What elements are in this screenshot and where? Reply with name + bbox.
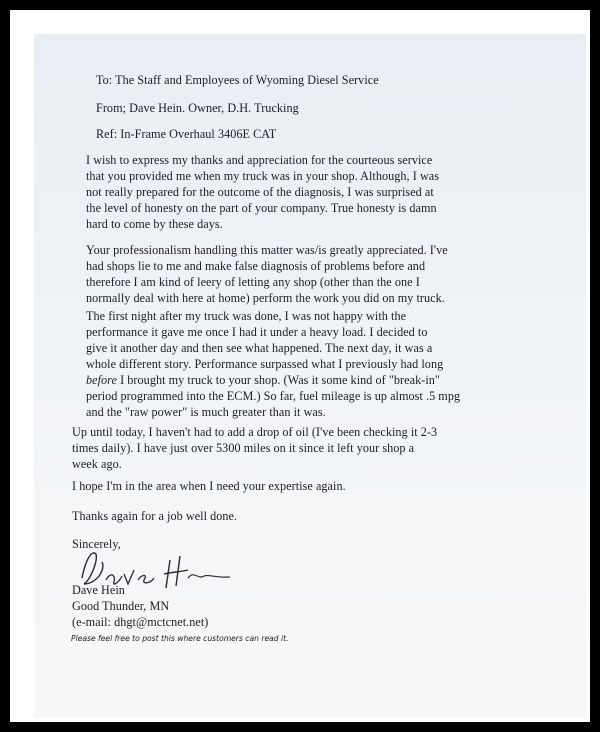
paragraph-3-line: and the "raw power" is much greater than it was. <box>86 405 326 419</box>
signer-email: (e-mail: dhgt@mctcnet.net) <box>72 615 209 629</box>
letter-paper <box>34 34 586 718</box>
letter-to: To: The Staff and Employees of Wyoming Diesel Service <box>96 73 379 87</box>
paragraph-3-line: give it another day and then see what happened. The next day, it was a <box>86 341 433 355</box>
paragraph-3-line: The first night after my truck was done, I was not happy with the <box>86 309 407 323</box>
paragraph-6: Thanks again for a job well done. <box>72 509 238 523</box>
paragraph-4-line: times daily). I have just over 5300 miles on it since it left your shop a <box>72 441 415 455</box>
paragraph-5: I hope I'm in the area when I need your expertise again. <box>72 479 346 493</box>
frame-mat <box>10 10 590 722</box>
paragraph-3-line: period programmed into the ECM.) So far, fuel mileage is up almost .5 mpg <box>86 389 461 403</box>
paragraph-3-line: before I brought my truck to your shop. (Was it some kind of "break-in" <box>86 373 440 387</box>
closing: Sincerely, <box>72 537 121 551</box>
paragraph-1-line: that you provided me when my truck was in your shop. Although, I was <box>86 169 440 183</box>
signer-name: Dave Hein <box>72 583 125 597</box>
paragraph-1-line: hard to come by these days. <box>86 217 223 231</box>
paragraph-1-line: the level of honesty on the part of your company. True honesty is damn <box>86 201 437 215</box>
letter-ref: Ref: In-Frame Overhaul 3406E CAT <box>96 127 277 141</box>
paragraph-4-line: week ago. <box>72 457 122 471</box>
paragraph-2-line: had shops lie to me and make false diagnosis of problems before and <box>86 259 426 273</box>
paragraph-2-line: therefore I am kind of leery of letting any shop (other than the one I <box>86 275 420 289</box>
paragraph-1-line: not really prepared for the outcome of the diagnosis, I was surprised at <box>86 185 434 199</box>
letter-from: From; Dave Hein. Owner, D.H. Trucking <box>96 101 299 115</box>
paragraph-4-line: Up until today, I haven't had to add a drop of oil (I've been checking it 2-3 <box>72 425 438 439</box>
paragraph-2-line: Your professionalism handling this matter was/is greatly appreciated. I've <box>86 243 448 257</box>
paragraph-2-line: normally deal with here at home) perform the work you did on my truck. <box>86 291 445 305</box>
paragraph-3-line: whole different story. Performance surpassed what I previously had long <box>86 357 444 371</box>
post-note: Please feel free to post this where customers can read it. <box>71 634 289 643</box>
paragraph-1-line: I wish to express my thanks and appreciation for the courteous service <box>86 153 433 167</box>
paragraph-3-line: performance it gave me once I had it under a heavy load. I decided to <box>86 325 428 339</box>
signer-city: Good Thunder, MN <box>72 599 170 613</box>
